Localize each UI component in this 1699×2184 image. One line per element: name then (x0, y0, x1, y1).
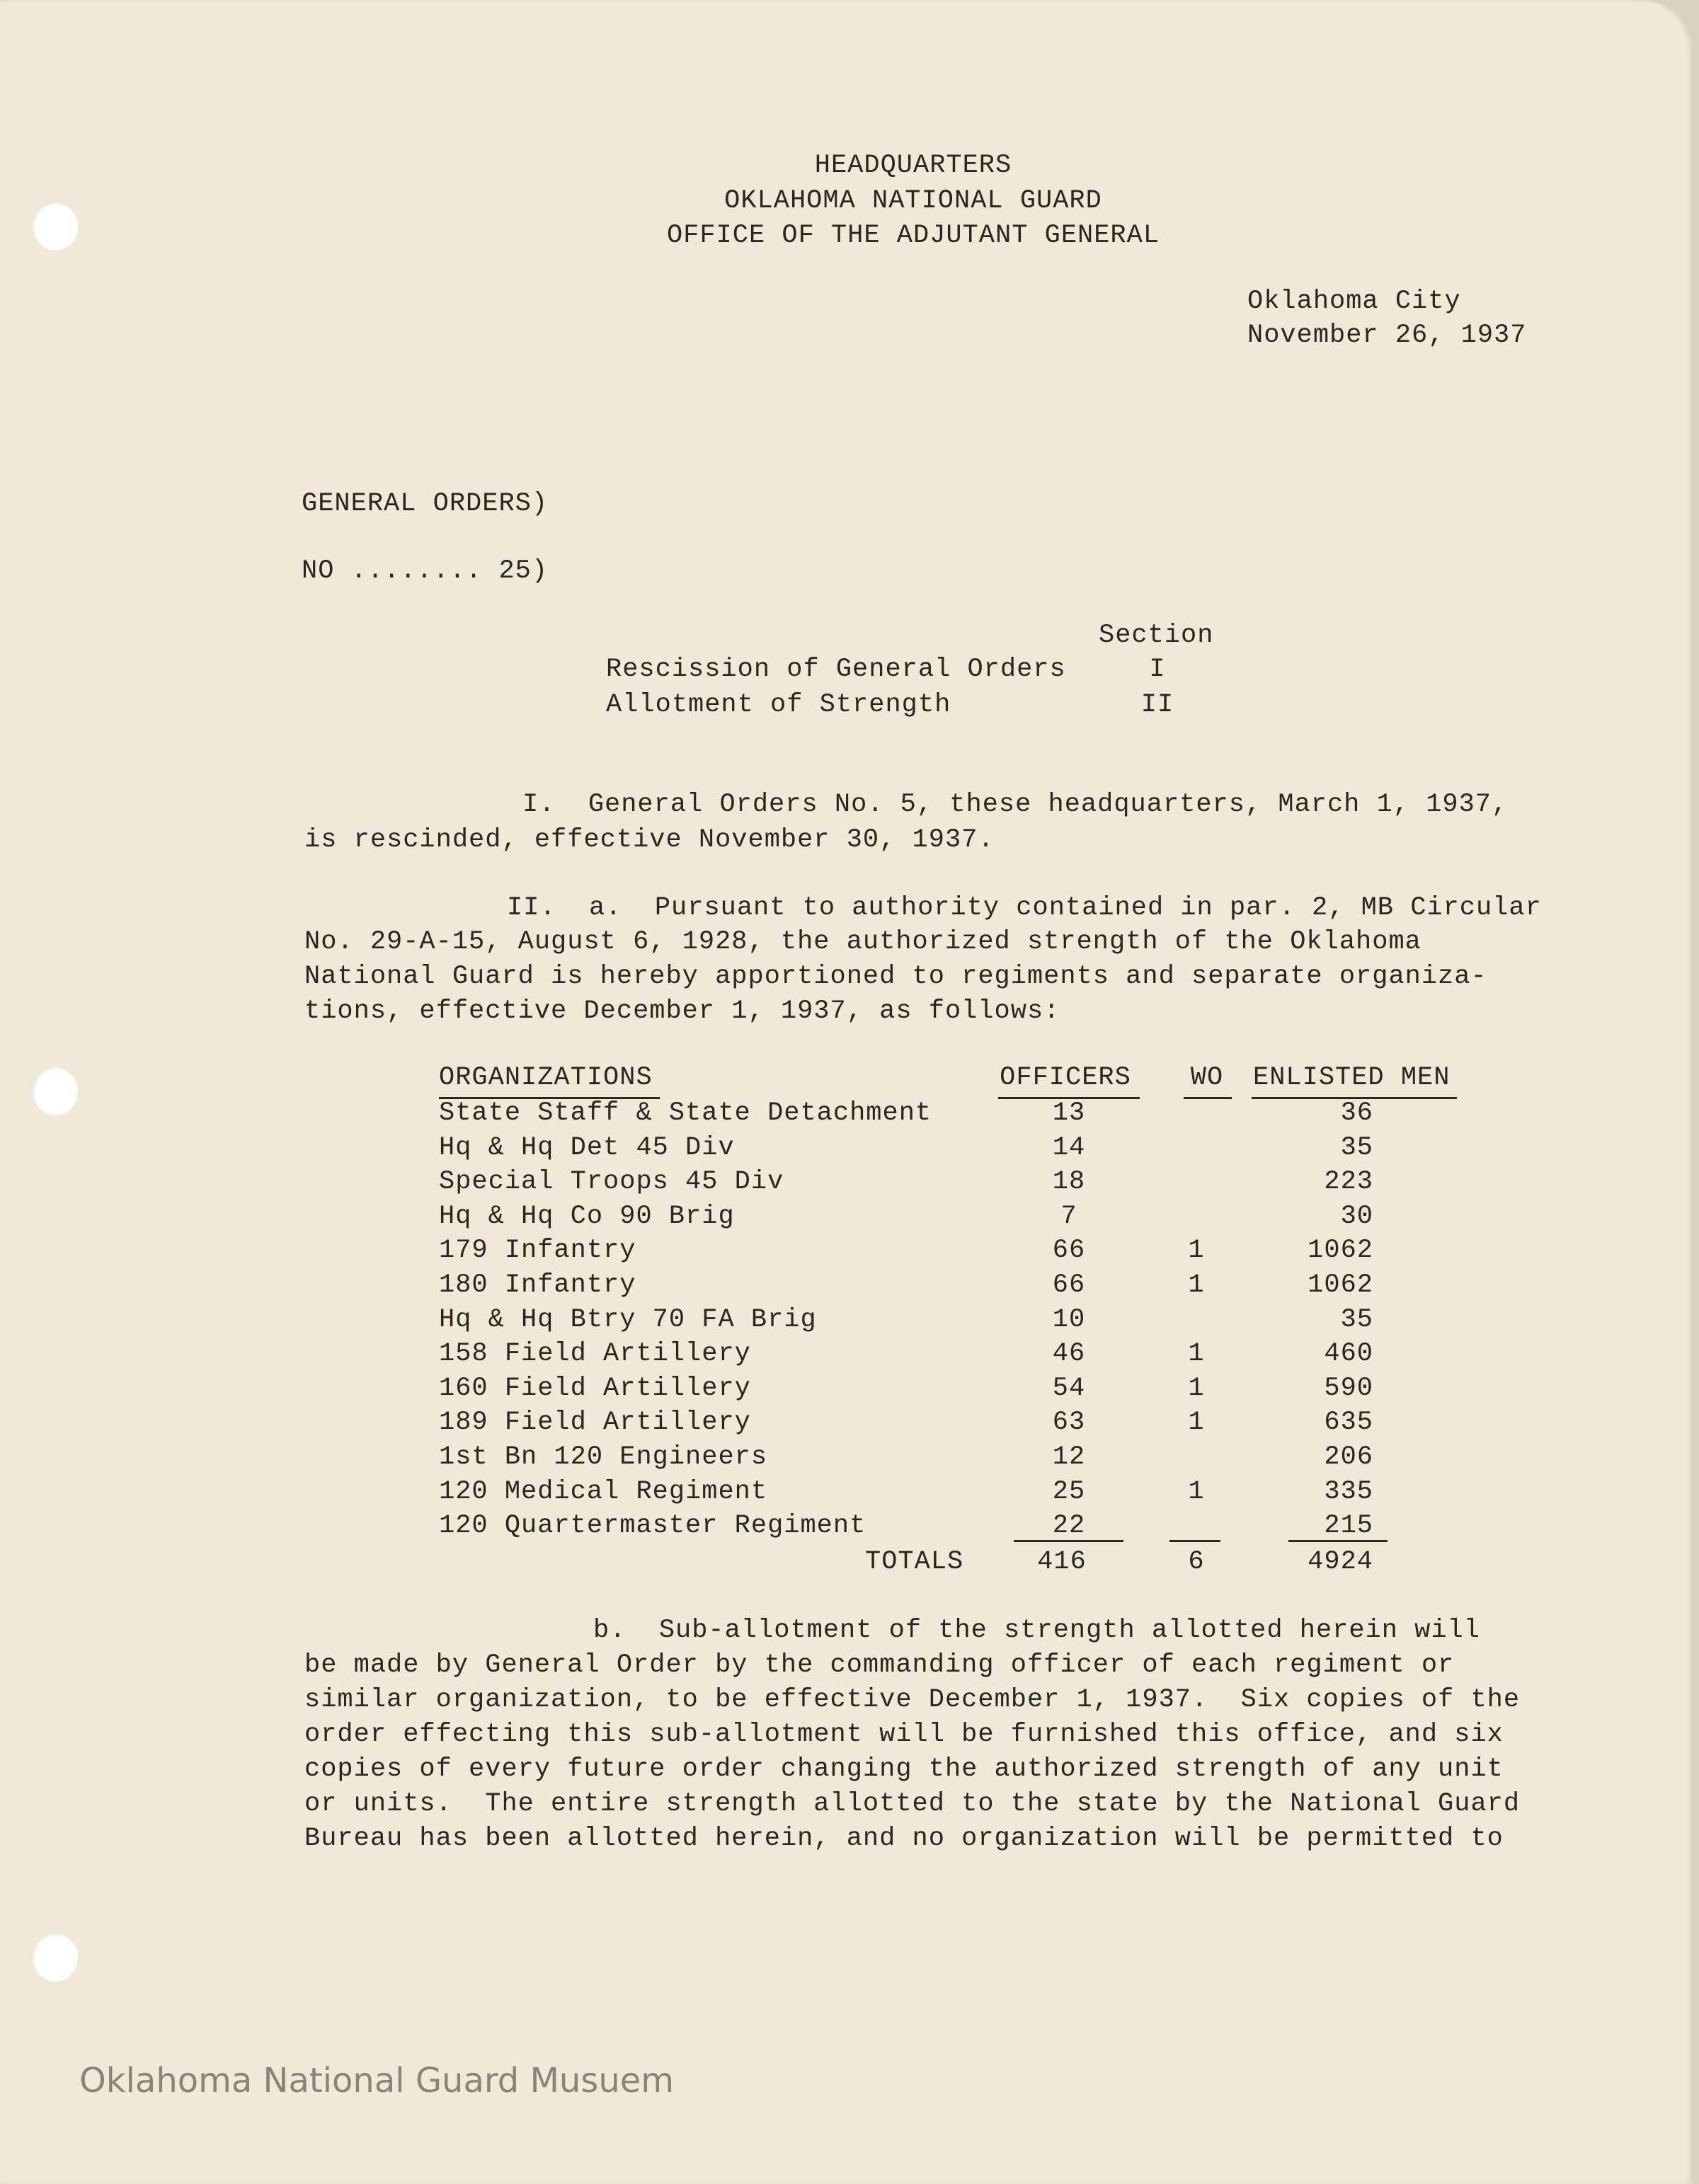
cell-enlisted: 1062 (1308, 1270, 1373, 1300)
cell-enlisted: 30 (1340, 1202, 1373, 1231)
cell-organization: Hq & Hq Btry 70 FA Brig (439, 1305, 817, 1335)
cell-officers: 14 (1052, 1133, 1086, 1163)
totals-rule (1169, 1540, 1220, 1542)
totals-officers: 416 (1037, 1547, 1087, 1577)
cell-enlisted: 215 (1324, 1511, 1373, 1541)
column-header-enlisted-men: ENLISTED MEN (1253, 1063, 1451, 1093)
cell-wo: 1 (1188, 1270, 1205, 1300)
punch-hole (33, 202, 78, 251)
cell-organization: 189 Field Artillery (439, 1408, 751, 1437)
contents-item-section: I (1149, 655, 1166, 684)
column-header-wo: WO (1190, 1063, 1224, 1093)
cell-wo: 1 (1188, 1477, 1205, 1507)
cell-officers: 13 (1052, 1098, 1086, 1128)
column-header-organizations: ORGANIZATIONS (439, 1063, 653, 1093)
paragraph-3-line: copies of every future order changing the authorized strength of any unit (304, 1754, 1504, 1784)
paragraph-3-line: b. Sub-allotment of the strength allotted herein will (593, 1616, 1480, 1645)
cell-officers: 18 (1052, 1167, 1086, 1197)
contents-item-title: Allotment of Strength (606, 690, 951, 720)
paragraph-2-line: National Guard is hereby apportioned to regiments and separate organiza- (304, 962, 1487, 992)
cell-enlisted: 223 (1324, 1167, 1373, 1197)
cell-wo: 1 (1188, 1408, 1205, 1437)
cell-officers: 7 (1060, 1202, 1077, 1231)
paragraph-3-line: Bureau has been allotted herein, and no organization will be permitted to (304, 1824, 1504, 1853)
cell-enlisted: 590 (1324, 1374, 1373, 1403)
cell-organization: 120 Quartermaster Regiment (439, 1511, 866, 1541)
cell-organization: Hq & Hq Det 45 Div (439, 1133, 735, 1163)
cell-officers: 12 (1052, 1442, 1086, 1472)
watermark: Oklahoma National Guard Musuem (79, 2061, 675, 2100)
contents-item-section: II (1140, 690, 1174, 720)
cell-officers: 46 (1052, 1339, 1086, 1369)
cell-officers: 63 (1052, 1408, 1086, 1437)
cell-organization: 160 Field Artillery (439, 1374, 751, 1403)
cell-enlisted: 35 (1340, 1133, 1373, 1163)
cell-officers: 25 (1052, 1477, 1086, 1507)
paragraph-3-line: order effecting this sub-allotment will be furnished this office, and six (304, 1720, 1504, 1749)
totals-label: TOTALS (865, 1547, 964, 1577)
header-line-1: HEADQUARTERS (814, 151, 1012, 180)
cell-enlisted: 460 (1324, 1339, 1373, 1369)
cell-wo: 1 (1188, 1339, 1205, 1369)
cell-organization: 179 Infantry (439, 1236, 636, 1265)
cell-wo: 1 (1188, 1374, 1205, 1403)
cell-enlisted: 36 (1340, 1098, 1373, 1128)
orders-number: NO ........ 25) (302, 556, 549, 586)
header-underline (1184, 1097, 1232, 1099)
totals-rule (1288, 1540, 1388, 1542)
cell-organization: 158 Field Artillery (439, 1339, 751, 1369)
date: November 26, 1937 (1247, 321, 1527, 350)
cell-officers: 10 (1052, 1305, 1086, 1335)
cell-officers: 54 (1052, 1374, 1086, 1403)
cell-organization: State Staff & State Detachment (439, 1098, 932, 1128)
cell-officers: 22 (1052, 1511, 1086, 1541)
paragraph-3-line: be made by General Order by the commanding officer of each regiment or (304, 1650, 1455, 1680)
paragraph-2-line: II. a. Pursuant to authority contained in par. 2, MB Circular (507, 893, 1542, 923)
cell-enlisted: 35 (1340, 1305, 1373, 1335)
totals-enlisted: 4924 (1308, 1547, 1373, 1577)
header-line-3: OFFICE OF THE ADJUTANT GENERAL (666, 221, 1160, 251)
paragraph-3-line: or units. The entire strength allotted to the state by the National Guard (304, 1789, 1521, 1819)
cell-officers: 66 (1052, 1236, 1086, 1265)
cell-organization: Special Troops 45 Div (439, 1167, 784, 1197)
totals-rule (1014, 1540, 1123, 1542)
paragraph-3-line: similar organization, to be effective December 1, 1937. Six copies of the (304, 1685, 1521, 1715)
cell-organization: Hq & Hq Co 90 Brig (439, 1202, 735, 1231)
cell-enlisted: 335 (1324, 1477, 1373, 1507)
totals-wo: 6 (1188, 1547, 1205, 1577)
section-heading: Section (1099, 621, 1214, 650)
paragraph-2-line: No. 29-A-15, August 6, 1928, the authorized strength of the Oklahoma (304, 927, 1421, 957)
punch-hole (33, 1933, 78, 1982)
column-header-officers: OFFICERS (1000, 1063, 1131, 1093)
cell-officers: 66 (1052, 1270, 1086, 1300)
cell-organization: 180 Infantry (439, 1270, 636, 1300)
cell-enlisted: 635 (1324, 1408, 1373, 1437)
contents-item-title: Rescission of General Orders (606, 655, 1066, 684)
paragraph-2-line: tions, effective December 1, 1937, as follows: (304, 996, 1060, 1026)
cell-wo: 1 (1188, 1236, 1205, 1265)
general-orders-label: GENERAL ORDERS) (302, 489, 549, 519)
cell-enlisted: 1062 (1308, 1236, 1373, 1265)
paragraph-1-line: I. General Orders No. 5, these headquarters, March 1, 1937, (522, 790, 1509, 820)
cell-organization: 120 Medical Regiment (439, 1477, 768, 1507)
place: Oklahoma City (1247, 287, 1461, 316)
cell-enlisted: 206 (1324, 1442, 1373, 1472)
punch-hole (33, 1067, 78, 1115)
cell-organization: 1st Bn 120 Engineers (439, 1442, 768, 1472)
paragraph-1-line: is rescinded, effective November 30, 1937. (304, 825, 995, 855)
header-line-2: OKLAHOMA NATIONAL GUARD (724, 186, 1102, 216)
